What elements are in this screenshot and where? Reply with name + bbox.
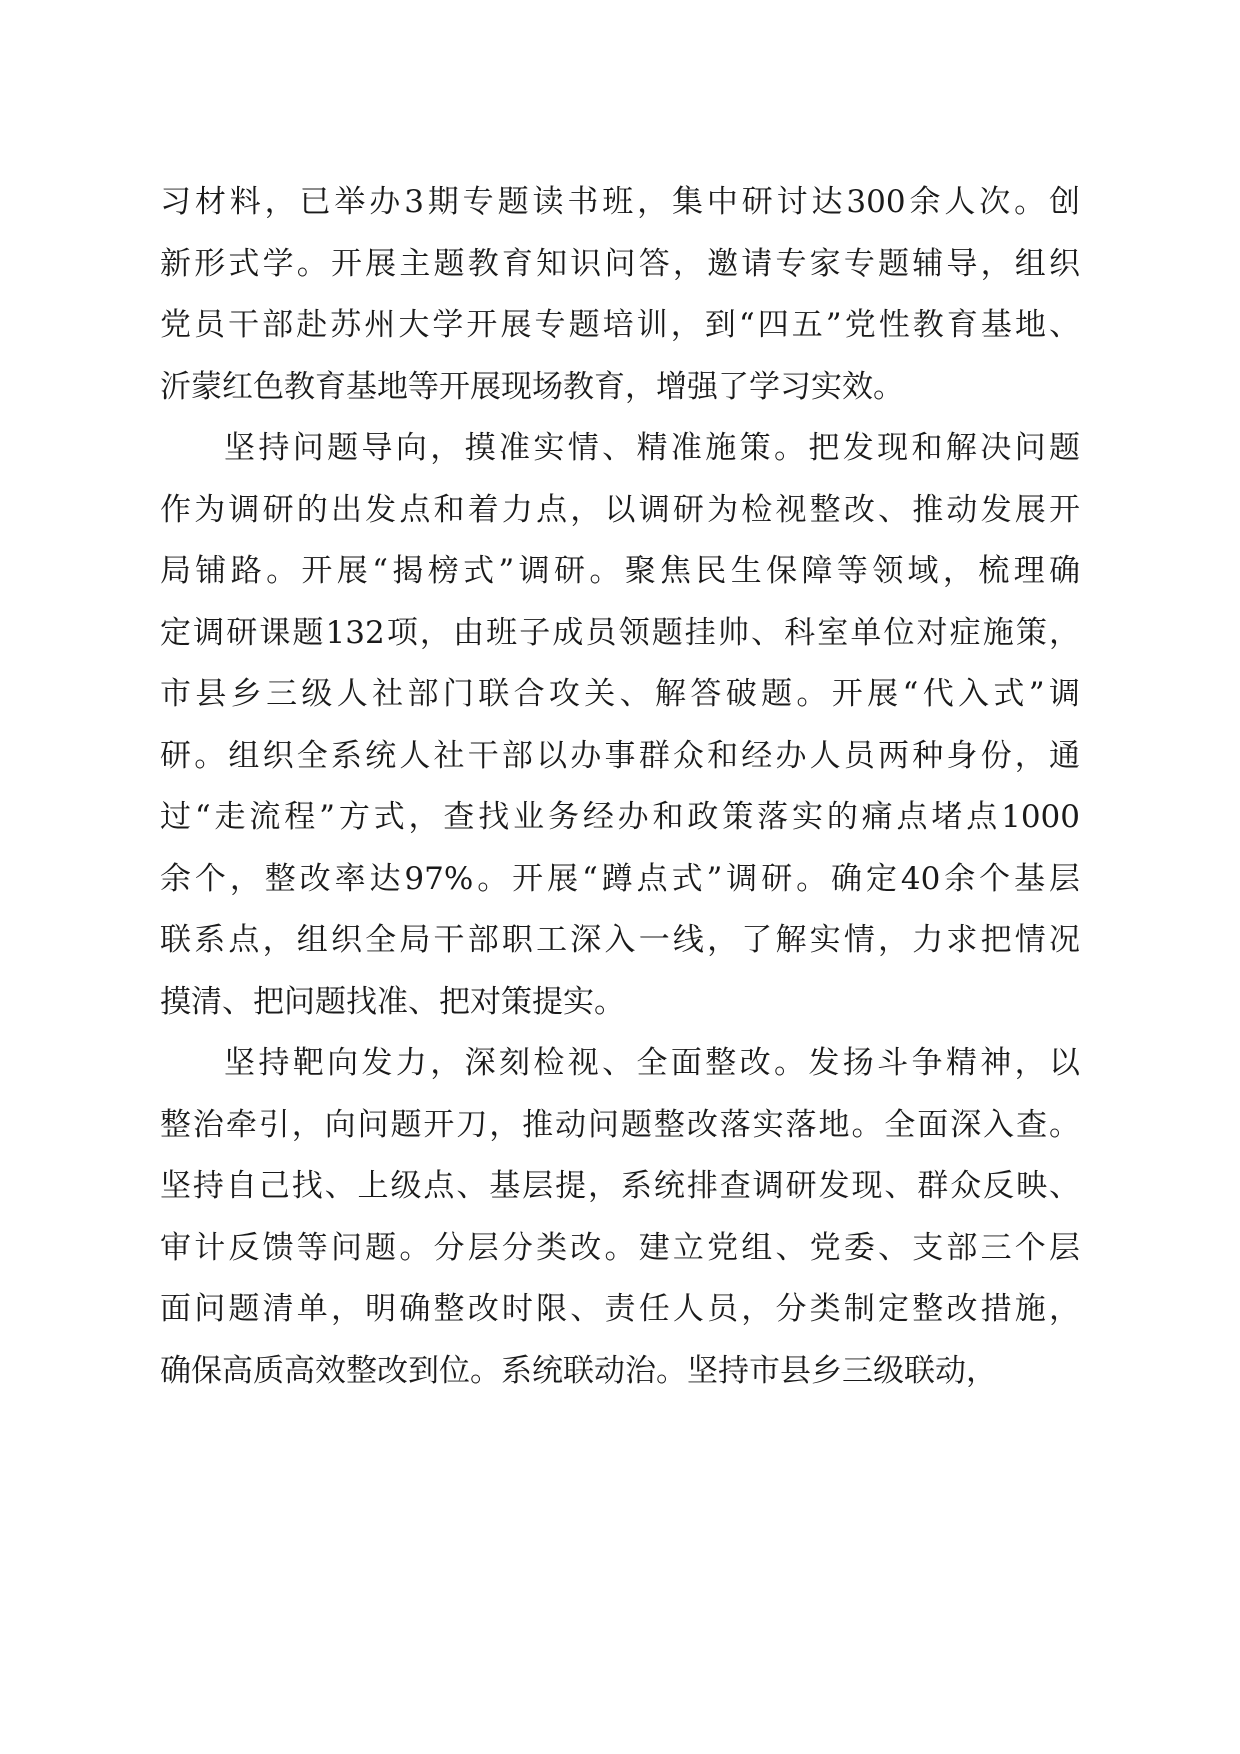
paragraph-study-material — [160, 172, 1080, 418]
paragraph-targeted-rectification — [160, 1033, 1080, 1402]
paragraph-problem-oriented — [160, 418, 1080, 1033]
text-line: 习材料，已举办3期专题读书班，集中研讨达300余人次。创 — [160, 184, 1080, 220]
text-line: 联系点，组织全局干部职工深入一线，了解实情，力求把情况 — [160, 922, 1080, 958]
text-line: 审计反馈等问题。分层分类改。建立党组、党委、支部三个层 — [160, 1229, 1080, 1266]
text-line: 坚持自己找、上级点、基层提，系统排查调研发现、群众反映、 — [160, 1168, 1080, 1204]
body-text — [160, 172, 1080, 1402]
text-line: 局铺路。开展“揭榜式”调研。聚焦民生保障等领域，梳理确 — [160, 553, 1080, 589]
text-line: 新形式学。开展主题教育知识问答，邀请专家专题辅导，组织 — [160, 245, 1080, 282]
text-line: 过“走流程”方式，查找业务经办和政策落实的痛点堵点1000 — [160, 799, 1080, 835]
text-line: 确保高质高效整改到位。系统联动治。坚持市县乡三级联动， — [160, 1352, 997, 1389]
text-line: 摸清、把问题找准、把对策提实。 — [160, 983, 625, 1020]
text-line: 沂蒙红色教育基地等开展现场教育，增强了学习实效。 — [160, 368, 904, 405]
text-line: 面问题清单，明确整改时限、责任人员，分类制定整改措施， — [160, 1291, 1080, 1327]
text-line: 定调研课题132项，由班子成员领题挂帅、科室单位对症施策， — [160, 614, 1080, 651]
text-line: 整治牵引，向问题开刀，推动问题整改落实落地。全面深入查。 — [160, 1106, 1080, 1143]
text-line: 坚持靶向发力，深刻检视、全面整改。发扬斗争精神，以 — [224, 1045, 1080, 1081]
text-line: 坚持问题导向，摸准实情、精准施策。把发现和解决问题 — [224, 430, 1080, 466]
text-line: 市县乡三级人社部门联合攻关、解答破题。开展“代入式”调 — [160, 676, 1080, 712]
text-line: 研。组织全系统人社干部以办事群众和经办人员两种身份，通 — [160, 737, 1080, 774]
text-line: 余个，整改率达97%。开展“蹲点式”调研。确定40余个基层 — [160, 860, 1080, 897]
text-line: 作为调研的出发点和着力点，以调研为检视整改、推动发展开 — [160, 491, 1080, 528]
text-line: 党员干部赴苏州大学开展专题培训，到“四五”党性教育基地、 — [160, 307, 1080, 343]
